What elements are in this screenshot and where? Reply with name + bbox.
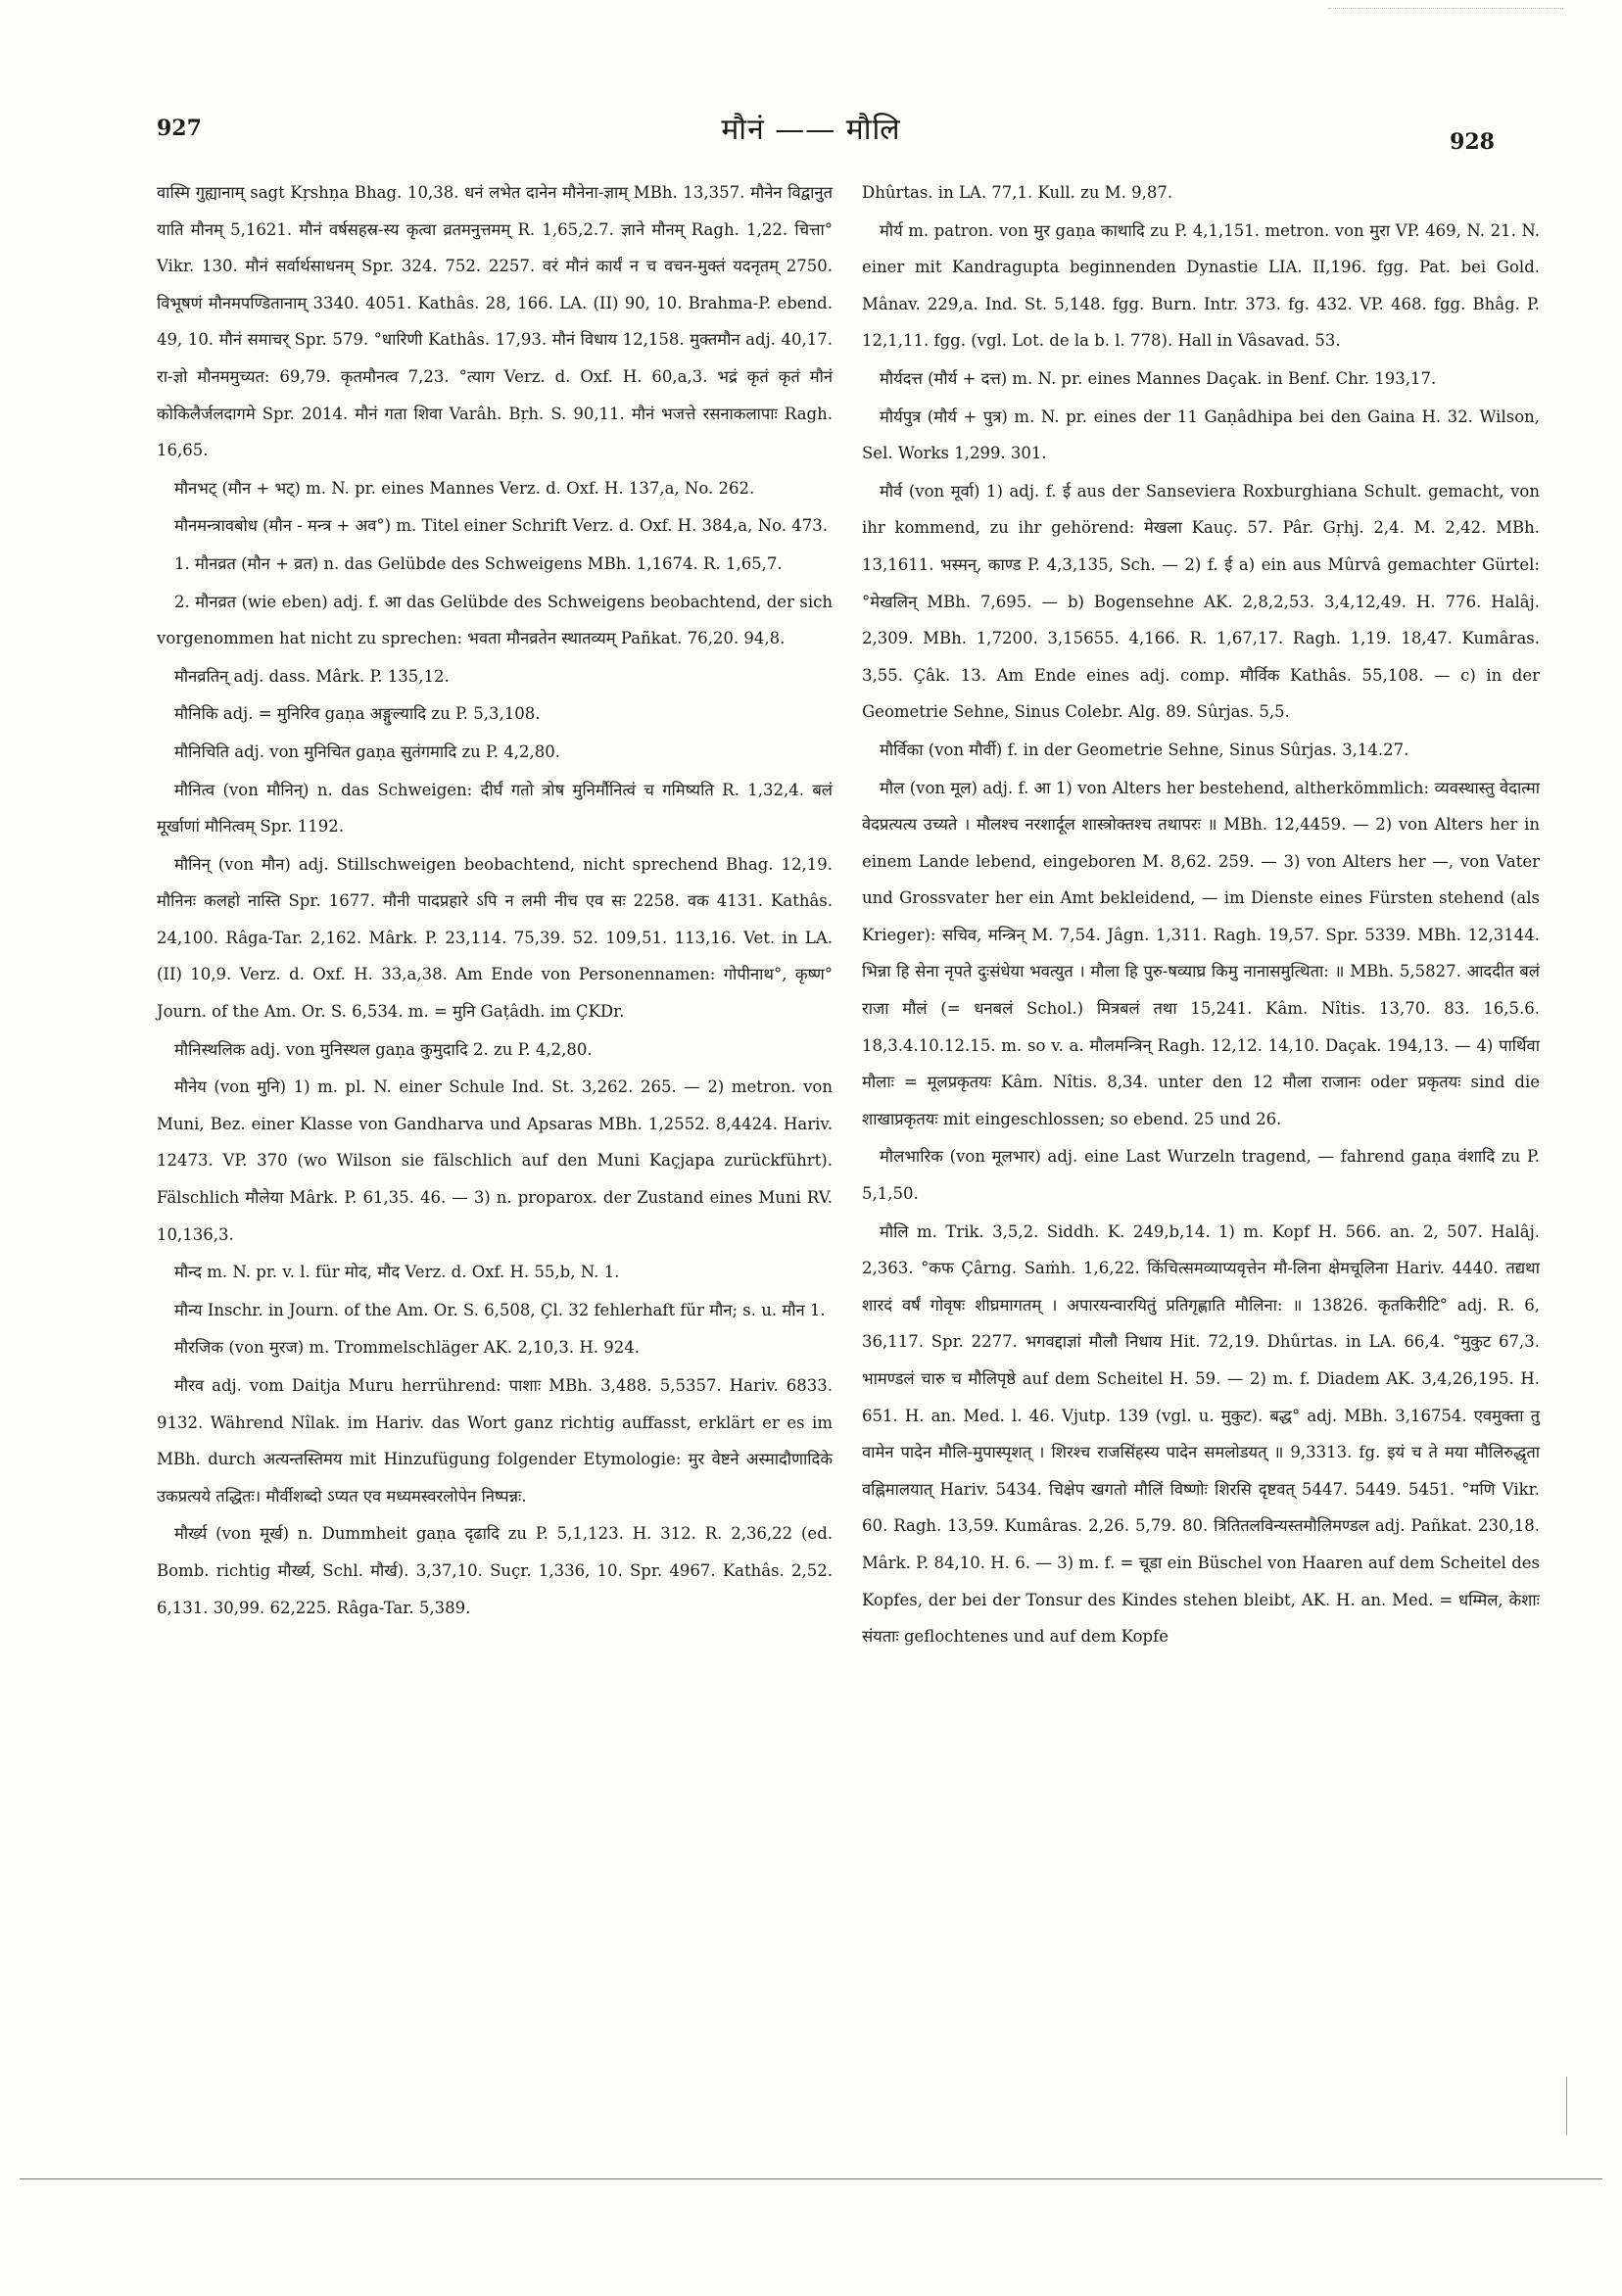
entry: मौनिकि adj. = मुनिरिव gaṇa अङ्गुल्यादि zu P. 5,3,108.	[174, 704, 541, 724]
entry: मौरव adj. vom Daitja Muru herrührend: पाशाः MBh. 3,488. 5,5357. Hariv. 6833. 9132. Während Nîlak. im Hariv. das Wort ganz richtig auffasst, erklärt er es im MBh. durch अत्यन्तस्तिमय mit Hinzufügung folgender Etymologie: मुर वेष्टने अस्मादौणादिके उकप्रत्यये तद्धितः। मौर्वीशब्दो ऽप्यत एव मध्यमस्वरलोपेन निष्पन्नः.	[157, 1376, 833, 1506]
entry: मौनव्रतिन् adj. dass. Mârk. P. 135,12.	[174, 666, 450, 686]
entry: Dhûrtas. in LA. 77,1. Kull. zu M. 9,87.	[862, 183, 1173, 202]
entry: मौन्य Inschr. in Journ. of the Am. Or. S. 6,508, Çl. 32 fehlerhaft für मौन; s. u. मौन 1.	[174, 1300, 826, 1319]
running-head: मौनं —— मौलि	[721, 113, 901, 147]
entry: मौन्द m. N. pr. v. l. für मोद, मौद Verz. d. Oxf. H. 55,b, N. 1.	[174, 1263, 620, 1282]
entry: मौनिचिति adj. von मुनिचित gaṇa सुतंगमादि zu P. 4,2,80.	[174, 741, 560, 761]
entry: वास्मि गुह्यानाम् sagt Kṛshṇa Bhag. 10,38. धनं लभेत दानेन मौनेना-ज्ञाम् MBh. 13,357. मौनेन विद्वानुत याति मौनम् 5,1621. मौनं वर्षसहस्र-स्य कृत्वा व्रतमनुत्तमम् R. 1,65,2.7. ज्ञाने मौनम् Ragh. 1,22. चित्ता° Vikr. 130. मौनं सर्वार्थसाधनम् Spr. 324. 752. 2257. वरं मौनं कार्यं न च वचन-मुक्तं यदनृतम् 2750. विभूषणं मौनमपण्डितानाम् 3340. 4051. Kathâs. 28, 166. LA. (II) 90, 10. Brahma-P. ebend. 49, 10. मौनं समाचर् Spr. 579. °धारिणी Kathâs. 17,93. मौनं विधाय 12,158. मुक्तमौन adj. 40,17. रा-ज्ञो मौनममुच्यत: 69,79. कृतमौनत्व 7,23. °त्याग Verz. d. Oxf. H. 60,a,3. भद्रं कृतं कृतं मौनं कोकिलैर्जलदागमे Spr. 2014. मौनं गता शिवा Varâh. Bṛh. S. 90,11. मौनं भजत्ते रसनाकलापाः Ragh. 16,65.	[157, 183, 833, 460]
entry: 1. मौनव्रत (मौन + व्रत) n. das Gelübde des Schweigens MBh. 1,1674. R. 1,65,7.	[174, 553, 783, 573]
entry: मौल (von मूल) adj. f. आ 1) von Alters her bestehend, altherkömmlich: व्यवस्थास्तु वेदात्मा वेदप्रत्यत्य उच्यते । मौलश्च नरशार्दूल शास्त्रोक्तश्च तथापरः ॥ MBh. 12,4459. — 2) von Alters her in einem Lande lebend, eingeboren M. 8,62. 259. — 3) von Alters her —, von Vater und Grossvater her ein Amt bekleidend, — im Dienste eines Fürsten stehend (als Krieger): सचिव, मन्त्रिन् M. 7,54. Jâgn. 1,311. Ragh. 19,57. Spr. 5339. MBh. 12,3144. भिन्ना हि सेना नृपते दुःसंधेया भवत्युत । मौला हि पुरु-षव्याघ्र किमु नानासमुत्थिता: ॥ MBh. 5,5827. आददीत बलं राजा मौलं (= धनबलं Schol.) मित्रबलं तथा 15,241. Kâm. Nîtis. 13,70. 83. 16,5.6. 18,3.4.10.12.15. m. so v. a. मौलमन्त्रिन् Ragh. 12,12. 14,10. Daçak. 194,13. — 4) पार्थिवा मौलाः = मूलप्रकृतयः Kâm. Nîtis. 8,34. unter den 12 मौला राजानः oder प्रकृतयः sind die शाखाप्रकृतयः mit eingeschlossen; so ebend. 25 und 26.	[862, 778, 1540, 1128]
entry: मौनमन्त्रावबोध (मौन - मन्त्र + अव°) m. Titel einer Schrift Verz. d. Oxf. H. 384,a, No. 473.	[174, 516, 828, 536]
entry: मौनिस्थलिक adj. von मुनिस्थल gaṇa कुमुदादि 2. zu P. 4,2,80.	[174, 1039, 593, 1059]
entry: मौर्ख्य (von मूर्ख) n. Dummheit gaṇa दृढादि zu P. 5,1,123. H. 312. R. 2,36,22 (ed. Bomb. richtig मौर्ख्य, Schl. मौर्ख). 3,37,10. Suçr. 1,336, 10. Spr. 4967. Kathâs. 2,52. 6,131. 30,99. 62,225. Râga-Tar. 5,389.	[157, 1524, 833, 1617]
entry: मौर्य m. patron. von मुर gaṇa काथादि zu P. 4,1,151. metron. von मुरा VP. 469, N. 21. N. einer mit Kandragupta beginnenden Dynastie LIA. II,196. fgg. Pat. bei Gold. Mânav. 229,a. Ind. St. 5,148. fgg. Burn. Intr. 373. fg. 432. VP. 468. fgg. Bhâg. P. 12,1,11. fgg. (vgl. Lot. de la b. l. 778). Hall in Vâsavad. 53.	[862, 220, 1540, 351]
entry: मौलि m. Trik. 3,5,2. Siddh. K. 249,b,14. 1) m. Kopf H. 566. an. 2, 507. Halâj. 2,363. °कफ Çârng. Saṁh. 1,6,22. किंचित्समव्याप्यवृत्तेन मौ-लिना क्षेमचूलिना Hariv. 4440. तद्यथा शारदं वर्षं गोवृषः शीघ्रमागतम् । अपारयन्वारयितुं प्रतिगृह्णाति मौलिना: ॥ 13826. कृतकिरीटि° adj. R. 6, 36,117. Spr. 2277. भगवद्दाज्ञां मौलौ निधाय Hit. 72,19. Dhûrtas. in LA. 66,4. °मुकुट 67,3. भामण्डलं चारु च मौलिपृष्ठे auf dem Scheitel H. 59. — 2) m. f. Diadem AK. 3,4,26,195. H. 651. H. an. Med. l. 46. Vjutp. 139 (vgl. u. मुकुट). बद्ध° adj. MBh. 3,16754. एवमुक्ता तु वामेन पादेन मौलि-मुपास्पृशत् । शिरश्च राजसिंहस्य पादेन समलोडयत् ॥ 9,3313. fg. इयं च ते मया मौलिरुद्धृता वह्निमालयात् Hariv. 5434. चिक्षेप खगतो मौलिं विष्णोः शिरसि दृष्टवत् 5447. 5449. 5451. °मणि Vikr. 60. Ragh. 13,59. Kumâras. 2,26. 5,79. 80. त्रितितलविन्यस्तमौलिमण्डल adj. Pañkat. 230,18. Mârk. P. 84,10. H. 6. — 3) m. f. = चूडा ein Büschel von Haaren auf dem Scheitel des Kopfes, der bei der Tonsur des Kindes stehen bleibt, AK. H. an. Med. = धम्मिल, केशाः संयताः geflochtenes und auf dem Kopfe	[862, 1221, 1540, 1647]
entry: मौनित्व (von मौनिन्) n. das Schweigen: दीर्घं गतो त्रोष मुनिर्मौनित्वं च गमिष्यति R. 1,32,4. बलं मूर्खाणां मौनित्वम् Spr. 1192.	[157, 780, 833, 837]
left-column	[157, 174, 833, 1627]
entry: मौर्व (von मूर्वा) 1) adj. f. ई aus der Sanseviera Roxburghiana Schult. gemacht, von ihr kommend, zu ihr gehörend: मेखला Kauç. 57. Pâr. Gṛhj. 2,4. M. 2,42. MBh. 13,1611. भस्मन्, काण्ड P. 4,3,135, Sch. — 2) f. ई a) ein aus Mûrvâ gemachter Gürtel: °मेखलिन् MBh. 7,695. — b) Bogensehne AK. 2,8,2,53. 3,4,12,49. H. 776. Halâj. 2,309. MBh. 1,7200. 3,15655. 4,166. R. 1,67,17. Ragh. 1,19. 18,47. Kumâras. 3,55. Çâk. 13. Am Ende eines adj. comp. मौर्विक Kathâs. 55,108. — c) in der Geometrie Sehne, Sinus Colebr. Alg. 89. Sûrjas. 5,5.	[862, 481, 1540, 722]
entry: मौर्यपुत्र (मौर्य + पुत्र) m. N. pr. eines der 11 Gaṇâdhipa bei den Gaina H. 32. Wilson, Sel. Works 1,299. 301.	[862, 407, 1540, 463]
page-number-left: 927	[157, 116, 202, 141]
entry: मौनेय (von मुनि) 1) m. pl. N. einer Schule Ind. St. 3,262. 265. — 2) metron. von Muni, Bez. einer Klasse von Gandharva und Apsaras MBh. 1,2552. 8,4424. Hariv. 12473. VP. 370 (wo Wilson sie fälschlich auf den Muni Kaçjapa zurückführt). Fälschlich मौलेया Mârk. P. 61,35. 46. — 3) n. proparox. der Zustand eines Muni RV. 10,136,3.	[157, 1077, 833, 1244]
entry: मौर्विका (von मौर्वी) f. in der Geometrie Sehne, Sinus Sûrjas. 3,14.27.	[880, 740, 1409, 759]
entry: मौनभट् (मौन + भट्) m. N. pr. eines Mannes Verz. d. Oxf. H. 137,a, No. 262.	[174, 478, 755, 498]
entry: मौरजिक (von मुरज) m. Trommelschläger AK. 2,10,3. H. 924.	[174, 1338, 640, 1358]
bottom-rule	[20, 2178, 1602, 2179]
margin-tick	[1566, 2077, 1567, 2135]
entry: मौनिन् (von मौन) adj. Stillschweigen beobachtend, nicht sprechend Bhag. 12,19. मौनिनः कलहो नास्ति Spr. 1677. मौनी पादप्रहारे ऽपि न लमी नीच एव सः 2258. वक 4131. Kathâs. 24,100. Râga-Tar. 2,162. Mârk. P. 23,114. 75,39. 52. 109,51. 113,16. Vet. in LA. (II) 10,9. Verz. d. Oxf. H. 33,a,38. Am Ende von Personennamen: गोपीनाथ°, कृष्ण° Journ. of the Am. Or. S. 6,534. m. = मुनि Gaṭâdh. im ÇKDr.	[157, 854, 833, 1022]
page-number-right: 928	[1450, 129, 1495, 155]
right-column	[862, 174, 1540, 1656]
entry: मौलभारिक (von मूलभार) adj. eine Last Wurzeln tragend, — fahrend gaṇa वंशादि zu P. 5,1,50.	[862, 1147, 1540, 1204]
top-edge-mark	[1328, 0, 1563, 9]
entry: मौर्यदत्त (मौर्य + दत्त) m. N. pr. eines Mannes Daçak. in Benf. Chr. 193,17.	[880, 368, 1437, 388]
entry: 2. मौनव्रत (wie eben) adj. f. आ das Gelübde des Schweigens beobachtend, der sich vorgenommen hat nicht zu sprechen: भवता मौनव्रतेन स्थातव्यम् Pañkat. 76,20. 94,8.	[157, 592, 833, 648]
